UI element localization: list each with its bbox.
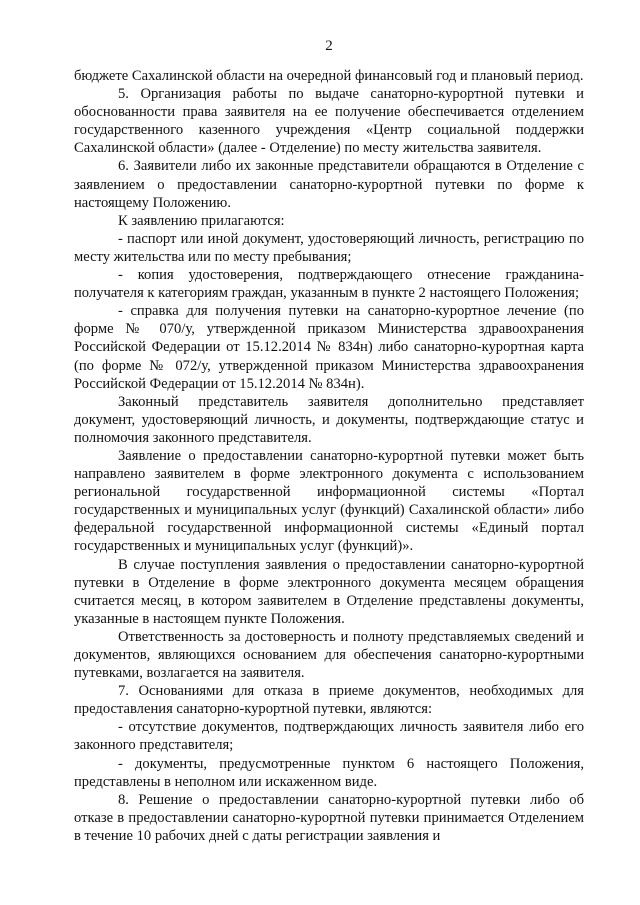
page-number: 2: [325, 38, 333, 54]
paragraph: - паспорт или иной документ, удостоверяющий личность, регистрацию по месту жительства или по месту пребывания;: [74, 230, 584, 265]
paragraph: - отсутствие документов, подтверждающих личность заявителя либо его законного представителя;: [74, 719, 584, 754]
paragraph: - документы, предусмотренные пунктом 6 настоящего Положения, представлены в неполном или искаженном виде.: [74, 755, 584, 790]
paragraph: 8. Решение о предоставлении санаторно-курортной путевки либо об отказе в предоставлении санаторно-курортной путевки принимается Отделением в течение 10 рабочих дней с даты регистрации заявления и: [74, 791, 584, 844]
paragraph: - копия удостоверения, подтверждающего отнесение гражданина-получателя к категориям граждан, указанным в пункте 2 настоящего Положения;: [74, 267, 584, 302]
paragraph: В случае поступления заявления о предоставлении санаторно-курортной путевки в Отделение в форме электронного документа месяцем обращения считается месяц, в котором заявителем в Отделение представлены документы, указанные в настоящем пункте Положения.: [74, 556, 584, 627]
paragraph: 5. Организация работы по выдаче санаторно-курортной путевки и обоснованности права заявителя на ее получение обеспечивается отделением государственного казенного учреждения «Центр социальной поддержки Сахалинской области» (далее - Отделение) по месту жительства заявителя.: [74, 86, 584, 157]
paragraph: бюджете Сахалинской области на очередной финансовый год и плановый период.: [74, 68, 584, 84]
paragraph: - справка для получения путевки на санаторно-курортное лечение (по форме № 070/у, утвержденной приказом Министерства здравоохранения Российской Федерации от 15.12.2014 № 834н) либо санаторно-курортная карта (по форме № 072/у, утвержденной приказом Министерства здравоохранения Российской Федерации от 15.12.2014 № 834н).: [74, 303, 584, 392]
paragraph: К заявлению прилагаются:: [118, 212, 285, 229]
document-body: [74, 67, 584, 845]
paragraph: Законный представитель заявителя дополнительно представляет документ, удостоверяющий личность, и документы, подтверждающие статус и полномочия законного представителя.: [74, 393, 584, 446]
paragraph: Заявление о предоставлении санаторно-курортной путевки может быть направлено заявителем в форме электронного документа с использованием региональной государственной информационной системы «Портал государственных и муниципальных услуг (функций) Сахалинской области» либо федеральной государственной информационной системы «Единый портал государственных и муниципальных услуг (функций)».: [74, 447, 584, 555]
paragraph: Ответственность за достоверность и полноту представляемых сведений и документов, являющихся основанием для обеспечения санаторно-курортными путевками, возлагается на заявителя.: [74, 628, 584, 682]
paragraph: 6. Заявители либо их законные представители обращаются в Отделение с заявлением о предоставлении санаторно-курортной путевки по форме к настоящему Положению.: [74, 158, 584, 211]
paragraph: 7. Основаниями для отказа в приеме документов, необходимых для предоставления санаторно-курортной путевки, являются:: [74, 683, 584, 718]
